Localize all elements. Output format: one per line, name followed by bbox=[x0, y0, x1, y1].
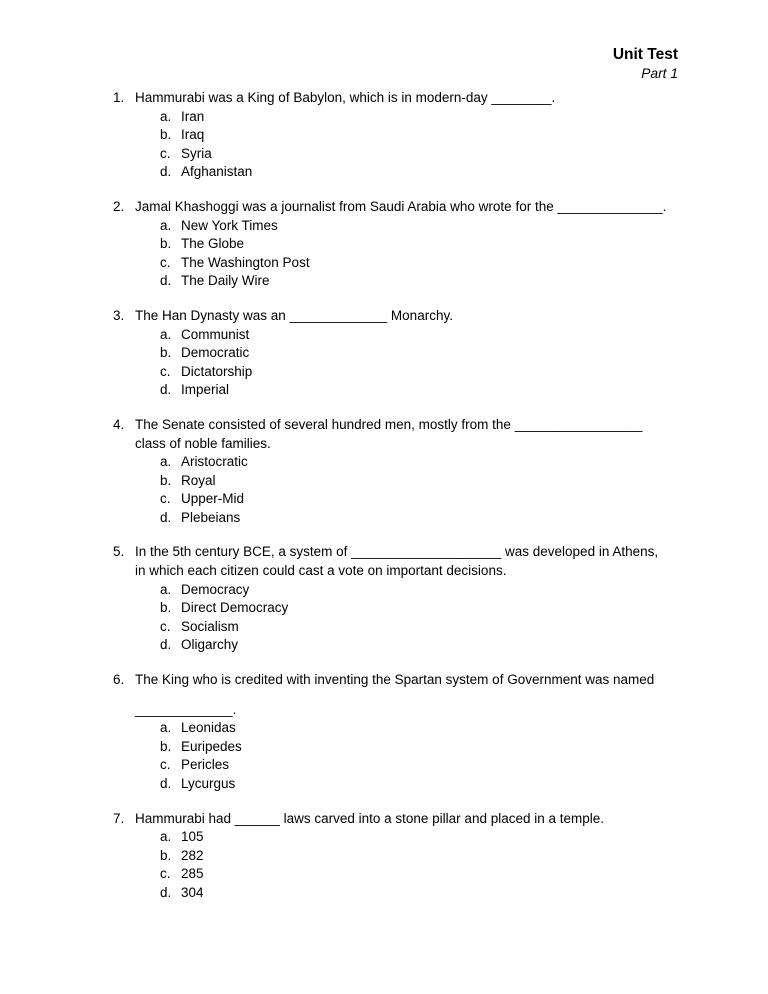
option-text: 105 bbox=[181, 829, 204, 845]
option-text: Direct Democracy bbox=[181, 600, 289, 616]
option-d bbox=[160, 884, 680, 903]
option-letter: b. bbox=[160, 847, 172, 863]
option-text: Lycurgus bbox=[181, 776, 236, 791]
option-text: Pericles bbox=[181, 757, 230, 773]
option-d bbox=[160, 381, 680, 400]
option-text: Oligarchy bbox=[181, 637, 239, 653]
option-d bbox=[160, 163, 680, 182]
questions-list bbox=[113, 89, 680, 919]
option-text: Upper-Mid bbox=[181, 491, 245, 507]
option-letter: c. bbox=[160, 491, 171, 507]
option-a bbox=[160, 581, 680, 600]
option-letter: b. bbox=[160, 236, 172, 252]
option-text: Iran bbox=[181, 108, 205, 124]
option-text: Afghanistan bbox=[181, 164, 253, 180]
option-letter: a. bbox=[160, 108, 172, 124]
option-text: New York Times bbox=[181, 217, 278, 233]
option-a bbox=[160, 108, 680, 127]
question-number: 7. bbox=[113, 810, 125, 826]
option-a bbox=[160, 326, 680, 345]
options-group bbox=[113, 326, 680, 400]
question-1 bbox=[113, 89, 680, 182]
question-number: 1. bbox=[113, 90, 125, 105]
option-letter: c. bbox=[160, 618, 171, 634]
option-letter: d. bbox=[160, 776, 172, 791]
question-text: Jamal Khashoggi was a journalist from Saudi Arabia who wrote for the ______________. bbox=[135, 198, 667, 214]
option-b bbox=[160, 235, 680, 254]
question-7 bbox=[113, 810, 680, 903]
options-group bbox=[113, 453, 680, 527]
option-text: The Daily Wire bbox=[181, 273, 270, 289]
option-letter: a. bbox=[160, 217, 172, 233]
doc-title: Unit Test bbox=[612, 46, 678, 63]
question-text-line2: class of noble families. bbox=[135, 435, 271, 451]
option-letter: b. bbox=[160, 738, 172, 754]
option-text: 304 bbox=[181, 884, 204, 900]
option-b bbox=[160, 599, 680, 618]
option-c bbox=[160, 756, 680, 775]
option-letter: b. bbox=[160, 472, 172, 488]
question-text: The Senate consisted of several hundred men, mostly from the _________________ bbox=[135, 416, 643, 432]
question-2 bbox=[113, 198, 680, 291]
option-c bbox=[160, 363, 680, 382]
option-letter: a. bbox=[160, 454, 172, 470]
option-text: Socialism bbox=[181, 618, 239, 634]
option-c bbox=[160, 254, 680, 273]
question-text: Hammurabi had ______ laws carved into a stone pillar and placed in a temple. bbox=[135, 810, 605, 826]
option-b bbox=[160, 126, 680, 145]
option-letter: c. bbox=[160, 363, 171, 379]
option-text: Imperial bbox=[181, 382, 230, 398]
question-5 bbox=[113, 543, 680, 655]
question-number: 2. bbox=[113, 198, 125, 214]
option-a bbox=[160, 719, 680, 738]
option-letter: c. bbox=[160, 757, 171, 773]
option-d bbox=[160, 636, 680, 655]
option-text: Dictatorship bbox=[181, 363, 253, 379]
option-b bbox=[160, 738, 680, 757]
option-letter: b. bbox=[160, 127, 172, 143]
option-letter: c. bbox=[160, 254, 171, 270]
option-letter: d. bbox=[160, 884, 172, 900]
option-b bbox=[160, 847, 680, 866]
options-group bbox=[113, 108, 680, 182]
option-letter: b. bbox=[160, 600, 172, 616]
question-text: The King who is credited with inventing the Spartan system of Government was named bbox=[135, 672, 655, 688]
option-letter: a. bbox=[160, 720, 172, 736]
option-text: Syria bbox=[181, 145, 212, 161]
option-a bbox=[160, 217, 680, 236]
option-letter: b. bbox=[160, 345, 172, 361]
option-d bbox=[160, 272, 680, 291]
option-letter: d. bbox=[160, 164, 172, 180]
options-group bbox=[113, 217, 680, 291]
question-4 bbox=[113, 416, 680, 528]
option-text: Aristocratic bbox=[181, 454, 248, 470]
option-d bbox=[160, 775, 680, 794]
option-text: 282 bbox=[181, 847, 204, 863]
option-text: Leonidas bbox=[181, 720, 236, 736]
options-group bbox=[113, 719, 680, 793]
doc-subtitle: Part 1 bbox=[641, 66, 678, 81]
option-text: Democracy bbox=[181, 581, 250, 597]
option-c bbox=[160, 490, 680, 509]
option-letter: a. bbox=[160, 829, 172, 845]
option-c bbox=[160, 145, 680, 164]
option-letter: c. bbox=[160, 866, 171, 882]
option-text: Royal bbox=[181, 472, 216, 488]
question-6 bbox=[113, 671, 680, 794]
question-text: Hammurabi was a King of Babylon, which is in modern-day ________. bbox=[135, 90, 556, 105]
option-text: The Washington Post bbox=[181, 254, 310, 270]
option-c bbox=[160, 618, 680, 637]
option-letter: d. bbox=[160, 637, 172, 653]
doc-header bbox=[613, 45, 678, 83]
option-a bbox=[160, 828, 680, 847]
option-text: Plebeians bbox=[181, 509, 241, 525]
option-letter: a. bbox=[160, 581, 172, 597]
options-group bbox=[113, 828, 680, 902]
options-group bbox=[113, 581, 680, 655]
option-text: Democratic bbox=[181, 345, 250, 361]
option-letter: c. bbox=[160, 145, 171, 161]
option-c bbox=[160, 865, 680, 884]
option-text: Euripedes bbox=[181, 738, 242, 754]
question-number: 3. bbox=[113, 307, 125, 323]
option-text: The Globe bbox=[181, 236, 245, 252]
option-text: Iraq bbox=[181, 127, 205, 143]
question-text-blank: _____________. bbox=[135, 701, 237, 717]
question-text-line2: in which each citizen could cast a vote on important decisions. bbox=[135, 563, 507, 579]
question-text: The Han Dynasty was an _____________ Monarchy. bbox=[135, 307, 453, 323]
question-text: In the 5th century BCE, a system of ____________________ was developed in Athens, bbox=[135, 544, 659, 560]
option-text: 285 bbox=[181, 866, 204, 882]
option-b bbox=[160, 344, 680, 363]
option-d bbox=[160, 509, 680, 528]
option-letter: d. bbox=[160, 273, 172, 289]
question-number: 6. bbox=[113, 672, 125, 688]
option-letter: d. bbox=[160, 509, 172, 525]
option-b bbox=[160, 472, 680, 491]
question-number: 5. bbox=[113, 544, 125, 560]
option-a bbox=[160, 453, 680, 472]
option-text: Communist bbox=[181, 326, 250, 342]
question-number: 4. bbox=[113, 416, 125, 432]
question-3 bbox=[113, 307, 680, 400]
option-letter: d. bbox=[160, 382, 172, 398]
option-letter: a. bbox=[160, 326, 172, 342]
